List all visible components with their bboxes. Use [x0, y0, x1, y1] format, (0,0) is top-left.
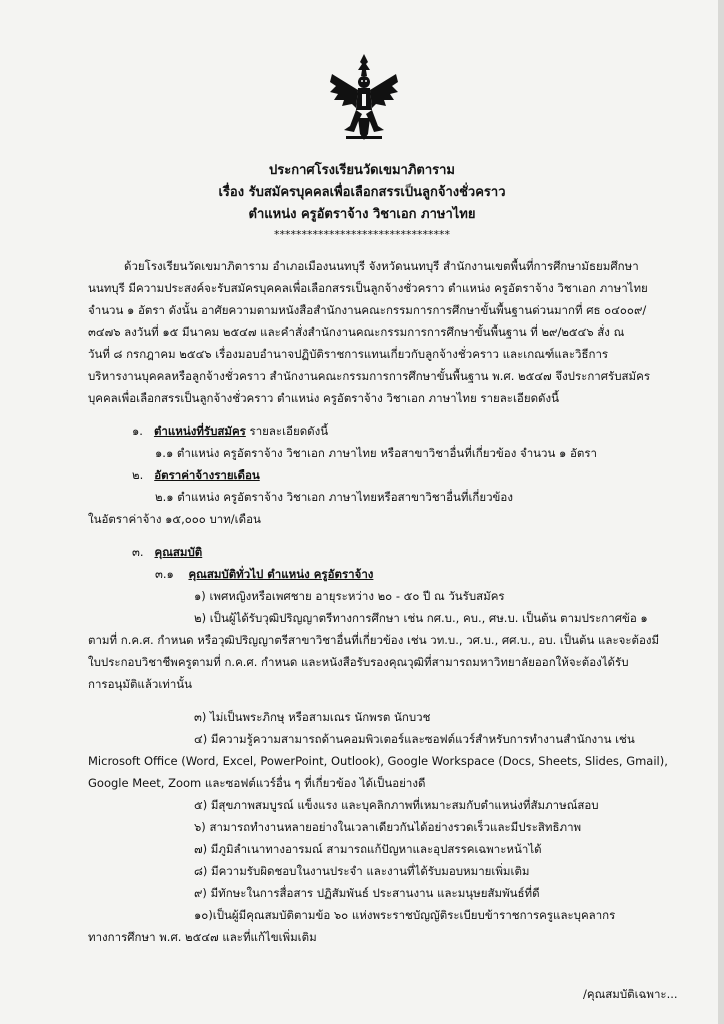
qualification-item: ๘) มีความรับผิดชอบในงานประจำ และงานที่ได้รับมอบหมายเพิ่มเติม: [194, 864, 530, 878]
section-3-heading: [132, 544, 202, 561]
qualification-item: ๓) ไม่เป็นพระภิกษุ หรือสามเณร นักพรต นักบวช: [194, 710, 431, 724]
qualification-item: ๑๐)เป็นผู้มีคุณสมบัติตามข้อ ๖๐ แห่งพระราชบัญญัติระเบียบข้าราชการครูและบุคลากร: [194, 908, 616, 922]
section-title-rest: รายละเอียดดังนี้: [249, 424, 329, 438]
section-2-item: ๒.๑ ตำแหน่ง ครูอัตราจ้าง วิชาเอก ภาษาไทยหรือสาขาวิชาอื่นที่เกี่ยวข้อง: [155, 490, 513, 504]
qualification-item-cont: ทางการศึกษา พ.ศ. ๒๕๔๗ และที่แก้ไขเพิ่มเติม: [88, 930, 317, 944]
intro-line: ๓๔๗๖ ลงวันที่ ๑๕ มีนาคม ๒๕๔๗ และคำสั่งสำนักงานคณะกรรมการการศึกษาขั้นพื้นฐาน ที่ ๒๙/๒๕๔๖ สั่ง ณ: [88, 325, 625, 339]
subsection-heading: [155, 566, 373, 583]
qualification-item-cont: ใบประกอบวิชาชีพครูตามที่ ก.ค.ศ. กำหนด และหนังสือรับรองคุณวุฒิที่สามารถมหาวิทยาลัยออกให้จะต้องได้รับ: [88, 655, 629, 669]
qualification-item-cont: Google Meet, Zoom และซอฟต์แวร์อื่น ๆ ที่เกี่ยวข้อง ได้เป็นอย่างดี: [88, 776, 426, 790]
qualification-item: ๙) มีทักษะในการสื่อสาร ปฏิสัมพันธ์ ประสานงาน และมนุษยสัมพันธ์ที่ดี: [194, 886, 540, 900]
qualification-item: ๕) มีสุขภาพสมบูรณ์ แข็งแรง และบุคลิกภาพที่เหมาะสมกับตำแหน่งที่สัมภาษณ์สอบ: [194, 798, 599, 812]
qualification-item: ๒) เป็นผู้ได้รับวุฒิปริญญาตรีทางการศึกษา เช่น กศ.บ., คบ., ศษ.บ. เป็นต้น ตามประกาศข้อ ๑: [194, 611, 648, 625]
page-edge: [718, 0, 724, 1024]
garuda-emblem-icon: [328, 52, 400, 142]
section-title: อัตราค่าจ้างรายเดือน: [154, 468, 260, 482]
section-1-item: ๑.๑ ตำแหน่ง ครูอัตราจ้าง วิชาเอก ภาษาไทย หรือสาขาวิชาอื่นที่เกี่ยวข้อง จำนวน ๑ อัตรา: [155, 446, 597, 460]
qualification-item-cont: Microsoft Office (Word, Excel, PowerPoint, Outlook), Google Workspace (Docs, Sheets, Slides, Gmail),: [88, 754, 668, 768]
section-title: คุณสมบัติ: [154, 545, 203, 559]
intro-line: ด้วยโรงเรียนวัดเขมาภิตาราม อำเภอเมืองนนทบุรี จังหวัดนนทบุรี สำนักงานเขตพื้นที่การศึกษามัธยมศึกษา: [124, 259, 639, 273]
intro-line: วันที่ ๘ กรกฎาคม ๒๕๔๖ เรื่องมอบอำนาจปฏิบัติราชการแทนเกี่ยวกับลูกจ้างชั่วคราว และเกณฑ์และวิธีการ: [88, 347, 609, 361]
wage-text: ในอัตราค่าจ้าง ๑๕,๐๐๐ บาท/เดือน: [88, 512, 261, 526]
section-1-heading: [132, 423, 328, 440]
section-title: ตำแหน่งที่รับสมัคร: [153, 424, 246, 438]
qualification-item: ๖) สามารถทำงานหลายอย่างในเวลาเดียวกันได้อย่างรวดเร็วและมีประสิทธิภาพ: [194, 820, 582, 834]
qualification-item: ๔) มีความรู้ความสามารถด้านคอมพิวเตอร์และซอฟต์แวร์สำหรับการทำงานสำนักงาน เช่น: [194, 732, 635, 746]
subsection-title: คุณสมบัติทั่วไป ตำแหน่ง ครูอัตราจ้าง: [188, 567, 374, 581]
announcement-title: ประกาศโรงเรียนวัดเขมาภิตาราม: [269, 163, 455, 178]
section-number: ๓.: [132, 545, 144, 559]
qualification-item-cont: ตามที่ ก.ค.ศ. กำหนด หรือวุฒิปริญญาตรีสาขาวิชาอื่นที่เกี่ยวข้อง เช่น วท.บ., วศ.บ., ศศ.บ., อบ. เป็นต้น และจะต้องมี: [88, 633, 660, 647]
subsection-number: ๓.๑: [155, 567, 174, 581]
section-2-heading: [132, 467, 260, 484]
section-number: ๑.: [132, 424, 143, 438]
announcement-position: ตำแหน่ง ครูอัตราจ้าง วิชาเอก ภาษาไทย: [248, 207, 476, 222]
separator-line: ********************************: [274, 228, 450, 241]
qualification-item: ๗) มีภูมิลำเนาทางอารมณ์ สามารถแก้ปัญหาและอุปสรรคเฉพาะหน้าได้: [194, 842, 542, 856]
qualification-item-cont: การอนุมัติแล้วเท่านั้น: [88, 677, 193, 691]
section-number: ๒.: [132, 468, 144, 482]
intro-line: บริหารงานบุคคลหรือลูกจ้างชั่วคราว สำนักงานคณะกรรมการการศึกษาขั้นพื้นฐาน พ.ศ. ๒๕๔๗ จึงประกาศรับสมัคร: [88, 369, 651, 383]
qualification-item: ๑) เพศหญิงหรือเพศชาย อายุระหว่าง ๒๐ - ๕๐ ปี ณ วันรับสมัคร: [194, 589, 505, 603]
intro-line: จำนวน ๑ อัตรา ดังนั้น อาศัยความตามหนังสือสำนักงานคณะกรรมการการศึกษาขั้นพื้นฐานด่วนมากที่ ศธ ๐๔๐๐๙/: [88, 303, 647, 317]
intro-line: นนทบุรี มีความประสงค์จะรับสมัครบุคคลเพื่อเลือกสรรเป็นลูกจ้างชั่วคราว ตำแหน่ง ครูอัตราจ้าง วิชาเอก ภาษาไทย: [88, 281, 648, 295]
intro-line: บุคคลเพื่อเลือกสรรเป็นลูกจ้างชั่วคราว ตำแหน่ง ครูอัตราจ้าง วิชาเอก ภาษาไทย รายละเอียดดังนี้: [88, 391, 559, 405]
announcement-subject: เรื่อง รับสมัครบุคคลเพื่อเลือกสรรเป็นลูกจ้างชั่วคราว: [218, 185, 506, 200]
continued-marker: /คุณสมบัติเฉพาะ...: [583, 987, 678, 1001]
